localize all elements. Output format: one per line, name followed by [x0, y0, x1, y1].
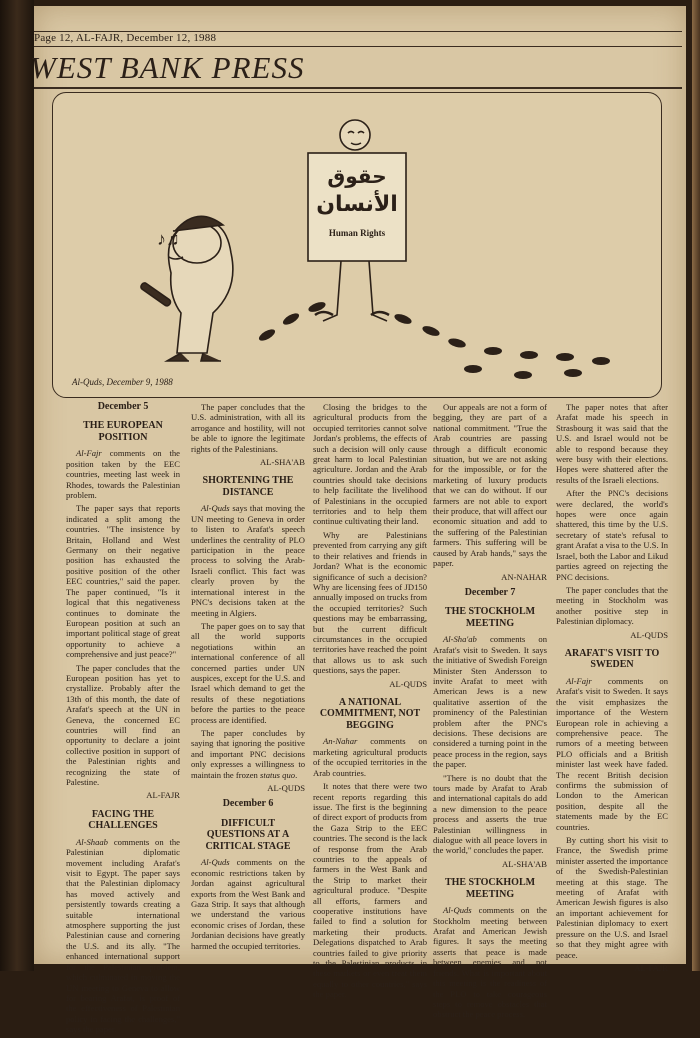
headline-arafat-visit-sweden: ARAFAT'S VISIT TO SWEDEN: [564, 647, 660, 671]
article-credit: AL-QUDS: [389, 678, 427, 689]
paragraph-text: comments on the Stockholm meeting between Arafat and American Jewish figures. It says the meeting asserts that peace is made between enemies and not friends. What is important about this meeting is the readiness of the PLO to take courageous steps to remove obstacles that obstruct the peace process.: [433, 905, 547, 1020]
source-name: Al-Quds: [201, 503, 230, 514]
article-paragraph: [191, 503, 305, 617]
book-spine: [0, 0, 34, 971]
article-credit: AL-SHA'AB: [260, 457, 305, 468]
column-2: [191, 402, 305, 954]
placard-figure: [308, 120, 406, 321]
paragraph-text: .: [295, 769, 298, 780]
date-heading: December 7: [464, 586, 516, 598]
article-credit: AL-QUDS: [267, 783, 305, 793]
article-paragraph: The paper goes on to say that all the world supports negotiations within an international conference of all concerned parties under UN auspices, except for the U.S. and Israel which demand to get the results of these negotiations before the parties to the peace process are identified.: [191, 620, 305, 725]
column-1: [66, 402, 180, 1038]
source-name: Al-Fajr: [566, 675, 592, 686]
paragraph-text: comments on the Palestinian diplomatic movement including Arafat's visit to Egypt. The paper says that the Palestinian diplomacy has moved actively and persistently towards creating a suitable international atmosphere supporting the just Palestinian cause and cornering the U.S. and its ally. "The enhanced international support for the Palestinian problem, which culminated in moving the UN meeting to Geneva to allow for bearing Arafat, is proof of the effectiveness of Palestinian policy in facing the challenges," says the paper.: [66, 836, 180, 1035]
placard-arabic-2: الأنسان: [316, 192, 398, 217]
source-name: Al-Fajr: [76, 448, 102, 459]
article-credit: AN-NAHAR: [501, 571, 547, 582]
article-credit: AL-FAJR: [634, 962, 668, 973]
article-paragraph: The paper concludes that the meeting in Stockholm was another positive step in Palestinian diplomacy.: [556, 584, 668, 627]
headline-facing-challenges: FACING THE CHALLENGES: [88, 808, 158, 832]
article-paragraph: The paper says that reports indicated a split among the countries. "The insistence by Britain, Holland and West Germany on their negative position has exhausted the positive position of the other EEC countries," said the paper. The paper continued, "Is it logical that this negativeness continues to dominate the European position at such an important political stage of great opportunity to achieve a comprehensive and just peace?": [66, 503, 180, 660]
article-paragraph: The paper concludes that the U.S. administration, with all its arrogance and hostility, will not be able to ignore the legitimate rights of the Palestinians.: [191, 402, 305, 454]
article-paragraph: [433, 905, 547, 1019]
headline-stockholm-meeting: THE STOCKHOLM MEETING: [444, 606, 536, 629]
source-name: Al-Quds: [443, 905, 472, 916]
headline-difficult-questions: DIFFICULT QUESTIONS AT A CRITICAL STAGE: [205, 817, 291, 852]
article-paragraph: By cutting short his visit to France, the Swedish prime minister asserted the importance of the Swedish-Palestinian meeting at this stage. The meeting of Arafat with American Jewish figures is also an important achievement for Palestinian diplomacy to exert pressure on the U.S. and Israel so that they might agree with peace.: [556, 835, 668, 960]
article-paragraph: Closing the bridges to the agricultural products from the occupied territories cannot solve Jordan's problems, the effects of such a decision will only cause great harm to local Palestinian agriculture. Jordan and the Arab countries should take decisions to help facilitate the livelihood of Palestinians in the occupied territories and to help them continue cultivating their land.: [313, 402, 427, 527]
article-paragraph: Why are Palestinians prevented from carrying any gift to their relatives and friends in Jordan? What is the economic significance of such a decision? Why are licensing fees of JD150 annually imposed on trucks from the occupied territories? Such questions may be embarrassing, but the current difficult circumstances in the occupied territories have reached the point that allows us to ask such questions, says the paper.: [313, 529, 427, 676]
footprints: [257, 300, 610, 379]
page-folio: Page 12, AL-FAJR, December 12, 1988: [34, 32, 217, 44]
date-heading: December 6: [222, 798, 274, 810]
article-paragraph: [313, 736, 427, 778]
column-3: [313, 402, 427, 1003]
paragraph-text: The paper concludes by saying that ignoring the positive and important PNC decisions only expresses a willingness to maintain the frozen: [191, 727, 305, 780]
article-paragraph: [66, 837, 180, 1035]
cartoon-drawing: [53, 93, 661, 397]
article-credit: AL-FAJR: [146, 790, 180, 801]
paragraph-text: comments on the position taken by the EEC countries, meeting last week in Rhodes, towards the Palestinian problem.: [66, 448, 180, 501]
source-name: An-Nahar: [323, 736, 358, 747]
italic-phrase: status quo: [259, 769, 296, 780]
headline-stockholm-meeting-2: THE STOCKHOLM MEETING: [444, 877, 536, 900]
article-paragraph: Our appeals are not a form of begging, they are part of a national commitment. "True the Arab countries are passing through a difficult economic situation, but we are not asking for the impossible, or for the marketing of luxury products that we can do without. If our farmers are not able to export their produce, that will affect our economic situation and add to the suffering of the Palestinian farmers. This suffering will be caused by Arab hands," says the paper.: [433, 402, 547, 569]
headline-european-position: THE EUROPEAN POSITION: [83, 420, 163, 443]
article-paragraph: The paper concludes that the European position has yet to crystallize. Probably after the 13th of this month, the date of Arafat's speech at the UN in Geneva, the concerned EC countries will find an opportunity to declare a joint collective position in support of the Palestinian rights and recognizing the state of Palestine.: [66, 662, 180, 787]
article-paragraph: After the PNC's decisions were declared, the world's hopes were once again shattered, this time by the U.S. secretary of state's refusal to grant Arafat a visa to the U.S. In Israel, both the Labor and Likud parties agreed on rejecting the PNC decisions.: [556, 488, 668, 582]
paragraph-text: comments on Arafat's visit to Sweden. It says the visit emphasizes the importance of the Western European role in achieving a comprehensive peace. The rumors of a meeting between PLO officials and a British minister last week have faded. The recent British decision confirms the submission of London to the American position, despite all the statements made by the EC countries.: [556, 675, 668, 832]
folio-rule: [34, 46, 682, 47]
placard-arabic-1: حقوق: [327, 164, 387, 188]
article-credit: AL-QUDS: [630, 629, 668, 640]
editorial-cartoon: [52, 92, 662, 398]
paragraph-text: comments on Arafat's visit to Sweden. It says the initiative of Swedish Foreign Minister Sten Andersson to invite Arafat to meet with American Jews is a new qualitative assertion of the prominency of the Palestinian problem after the PNC's decisions. These decisions are considered a turning point in the peace process in the region, says the paper.: [433, 634, 547, 770]
article-paragraph: [66, 448, 180, 500]
date-heading: December 5: [97, 401, 149, 412]
cartoon-caption: Al-Quds, December 9, 1988: [72, 377, 173, 387]
source-name: Al-Shaab: [76, 836, 108, 847]
article-credit: AL-SHA'AB: [502, 858, 547, 869]
banner-rule: [34, 87, 682, 89]
article-paragraph: "There is no doubt that the tours made by Arafat to Arab and international capitals do add a new dimension to the peace process and asserts the true Palestinian willingness in dialogue with all peace lovers in the world," concludes the paper.: [433, 772, 547, 856]
placard-english: Human Rights: [328, 228, 386, 238]
column-4: [433, 402, 547, 1023]
whistle-notes-icon: ♪♫: [157, 229, 180, 249]
article-paragraph: It notes that there were two recent reports regarding this issue. The first is the beginning of direct export of products from the Gaza Strip to the EEC countries. The second is the lack of response from the Arab countries to the appeals of farmers in the West Bank and the Strip to market their agricultural produce. "Despite all efforts, farmers and cooperative institutions have failed to find a solution for marketing their products. Delegations dispatched to Arab countries failed to give priority to the Palestinian products in these markets or even treat them equally to other countries," says the paper.: [313, 781, 427, 1000]
column-5: [556, 402, 668, 979]
paragraph-text: comments on the economic restrictions taken by Jordan against agricultural exports from the West Bank and Gaza Strip. It says that although we understand the various economic crises of Jordan, these Jordanian decisions have greatly harmed the occupied territories.: [191, 857, 305, 951]
article-paragraph: The paper notes that after Arafat made his speech in Strasbourg it was said that the U.S. and Israel would not be able to respond because they were busy with their elections. Hopes were shattered after the results of the Israeli elections.: [556, 402, 668, 485]
article-paragraph: [556, 676, 668, 832]
paragraph-text: comments on marketing agricultural products of the occupied territories in the Arab countries.: [313, 736, 427, 778]
article-paragraph: [433, 634, 547, 769]
source-name: Al-Quds: [201, 857, 230, 868]
headline-national-commitment: A NATIONAL COMMITMENT, NOT BEGGING: [319, 696, 421, 731]
article-paragraph: [191, 857, 305, 951]
source-name: Al-Sha'ab: [443, 634, 477, 645]
paragraph-text: says that moving the UN meeting to Geneva in order to listen to Arafat's speech underlines the centrality of PLO participation in the peace process to solving the Arab-Israeli conflict. This fact was clearly proven by the international interest in the PNC's decisions taken at the meeting in Algiers.: [191, 503, 305, 618]
headline-shortening-distance: SHORTENING THE DISTANCE: [202, 475, 294, 498]
article-paragraph: [191, 728, 305, 780]
page-edge: [692, 0, 700, 971]
section-title: WEST BANK PRESS: [30, 50, 305, 85]
soldier-figure: [140, 216, 233, 361]
